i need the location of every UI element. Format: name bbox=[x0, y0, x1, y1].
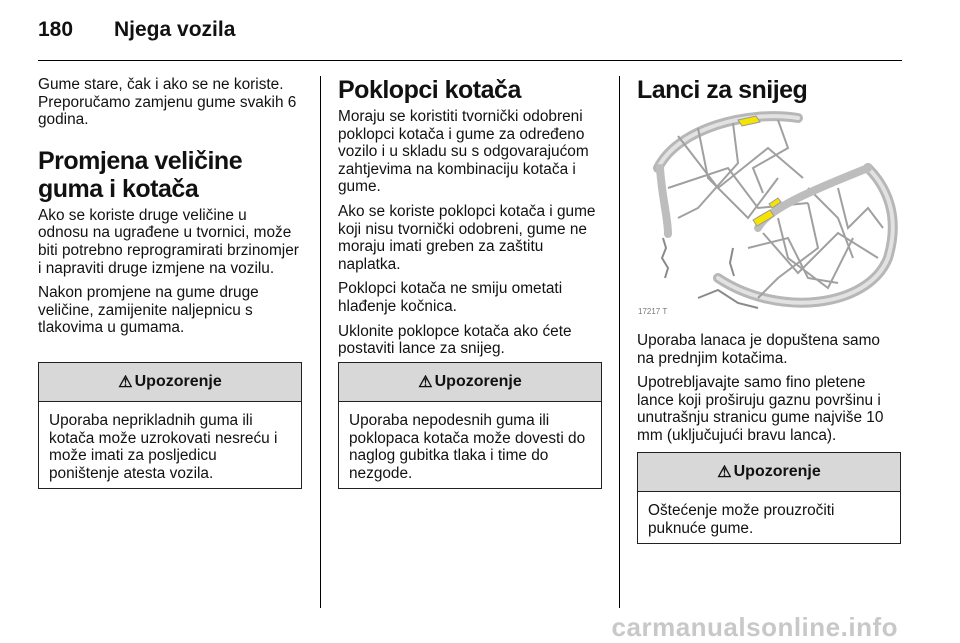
paragraph: Nakon promjene na gume druge veličine, zamijenite naljepnicu s tlakovima u gumama. bbox=[38, 284, 259, 337]
section-heading-snow-chains: Lanci za snijeg bbox=[637, 76, 808, 104]
warning-box-1 bbox=[38, 362, 302, 489]
page-number: 180 bbox=[38, 18, 74, 41]
paragraph: Upotrebljavajte samo fino pletene lance koji proširuju gaznu površinu i unutrašnju stranicu gume najviše 10 mm (uključujući bravu lanca). bbox=[637, 374, 884, 444]
column-1 bbox=[38, 76, 300, 344]
warning-header bbox=[638, 453, 900, 492]
warning-text: Oštećenje može prouzročiti puknuće gume. bbox=[648, 502, 835, 537]
warning-box-2 bbox=[338, 362, 602, 489]
column-3 bbox=[637, 76, 899, 108]
warning-title: Upozorenje bbox=[134, 373, 222, 390]
warning-title: Upozorenje bbox=[733, 463, 821, 480]
warning-header bbox=[339, 363, 601, 402]
warning-header bbox=[39, 363, 301, 402]
snow-chain-illustration bbox=[638, 108, 900, 322]
paragraph: Uklonite poklopce kotača ako ćete postaviti lance za snijeg. bbox=[338, 322, 572, 358]
warning-text: Uporaba nepodesnih guma ili poklopaca kotača može dovesti do naglog gubitka tlaka i time do nezgode. bbox=[349, 412, 586, 482]
intro-paragraph: Gume stare, čak i ako se ne koriste. Preporučamo zamjenu gume svakih 6 godina. bbox=[38, 76, 297, 129]
paragraph: Ako se koriste poklopci kotača i gume koji nisu tvornički odobreni, gume ne moraju imati greben za zaštitu naplatka. bbox=[338, 202, 596, 273]
warning-triangle-icon: ⚠ bbox=[418, 374, 433, 391]
watermark-text: carmanualsonline.info bbox=[611, 612, 898, 642]
page-title: Njega vozila bbox=[114, 18, 236, 41]
warning-triangle-icon: ⚠ bbox=[717, 464, 732, 481]
figure-code: 17217 T bbox=[638, 307, 668, 316]
section-heading-tyre-size: Promjena veličine guma i kotača bbox=[38, 146, 243, 203]
column-divider-1 bbox=[320, 76, 321, 608]
paragraph: Moraju se koristiti tvornički odobreni poklopci kotača i gume za određeno vozilo i u skladu su s odgovarajućom zahtjevima na kombinaciju kotača i gume. bbox=[338, 108, 589, 196]
paragraph: Poklopci kotača ne smiju ometati hlađenje kočnica. bbox=[338, 280, 563, 315]
column-3-text bbox=[637, 332, 899, 452]
section-heading-wheel-covers: Poklopci kotača bbox=[338, 76, 521, 104]
warning-title: Upozorenje bbox=[434, 373, 522, 390]
header-divider bbox=[38, 60, 902, 61]
paragraph: Uporaba lanaca je dopuštena samo na prednjim kotačima. bbox=[637, 332, 880, 367]
column-2 bbox=[338, 76, 604, 365]
paragraph: Ako se koriste druge veličine u odnosu na ugrađene u tvornici, može biti potrebno reprogramirati brzinomjer i napraviti druge izmjene na vozilu. bbox=[38, 206, 299, 277]
warning-box-3 bbox=[637, 452, 901, 544]
warning-text: Uporaba neprikladnih guma ili kotača može uzrokovati nesreću i može imati za posljedicu poništenje atesta vozila. bbox=[49, 412, 278, 482]
column-divider-2 bbox=[619, 76, 620, 608]
warning-triangle-icon: ⚠ bbox=[118, 374, 133, 391]
